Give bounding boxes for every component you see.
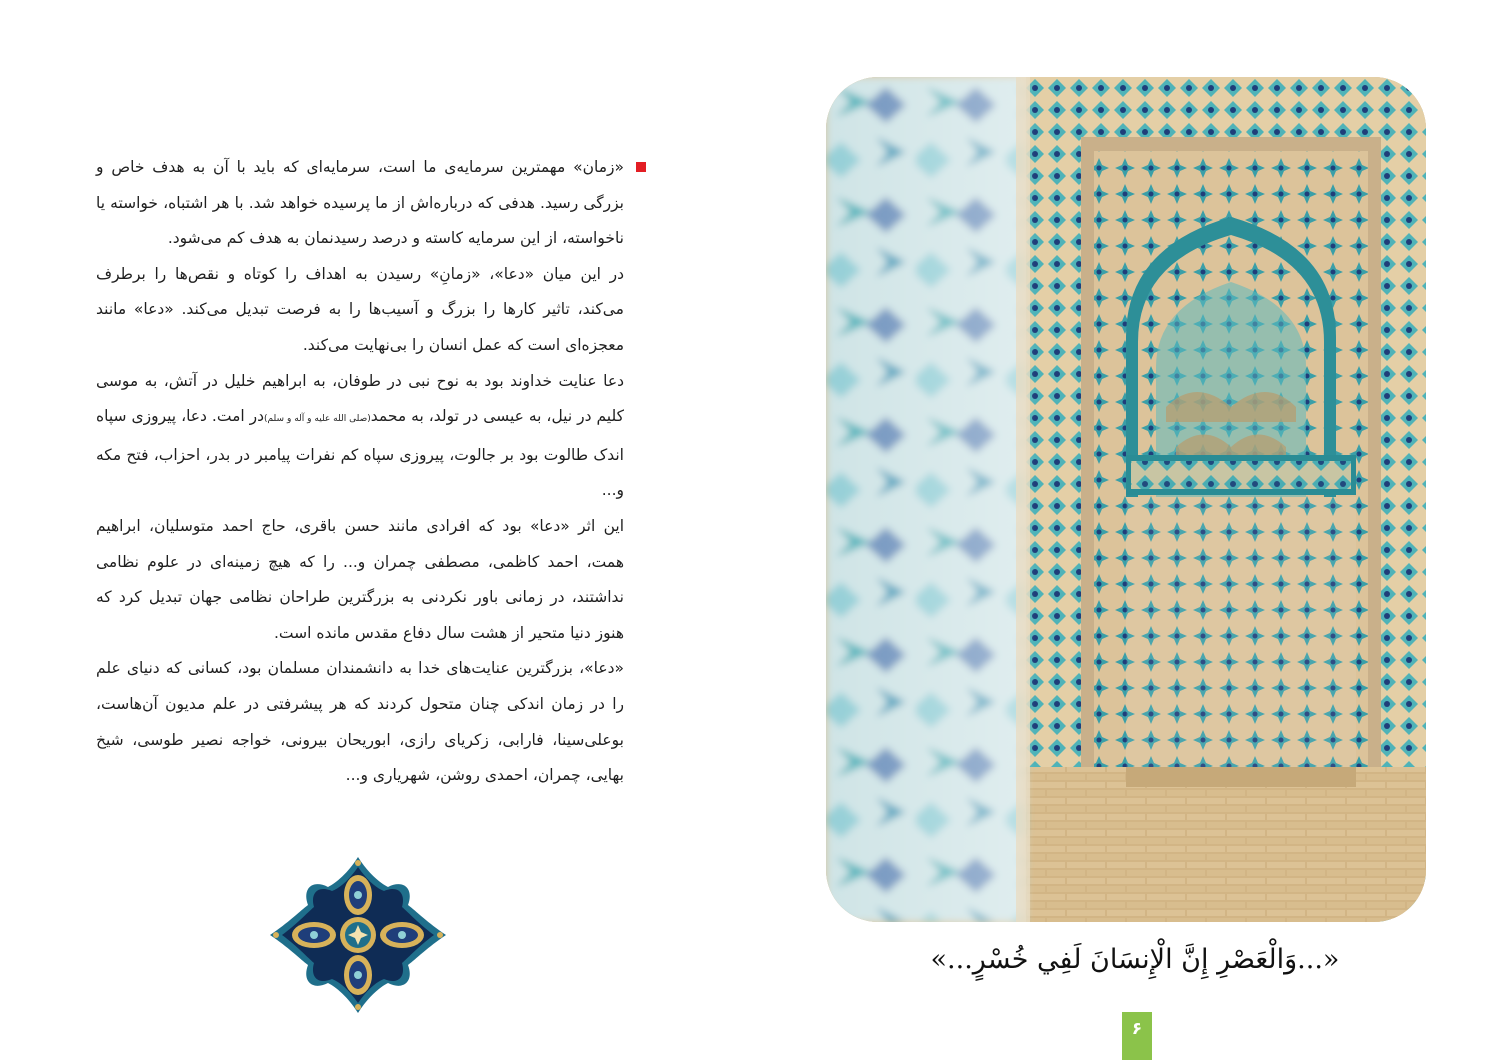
paragraph-prayer-effect: در این میان «دعا»، «زمانِ» رسیدن به اهداف را کوتاه و نقص‌ها را برطرف می‌کند، تاثیر کارها را بزرگ و آسیب‌ها را به فرصت تبدیل می‌کند. «دعا» مانند معجزه‌ای است که عمل انسان را بی‌نهایت می‌کند. xyxy=(96,264,624,354)
mosque-mihrab-photo xyxy=(826,77,1426,922)
paragraph-scientists: «دعا»، بزرگترین عنایت‌های خدا به دانشمندان مسلمان بود، کسانی که دنیای علم را در زمان اندکی چنان متحول کردند که هر پیشرفتی در علم مدیون آن‌هاست، بوعلی‌سینا، فارابی، زکریای رازی، ابوریحان بیرونی، خواجه نصیر طوسی، شیخ بهایی، چمران، احمدی روشن، شهریاری و... xyxy=(96,659,624,785)
paragraph-time-capital: «زمان» مهمترین سرمایه‌ی ما است، سرمایه‌ای که باید با آن به هدف خاص و بزرگی رسید. هدفی که درباره‌اش از ما پرسیده خواهد شد. با هر اشتباه، خواسته یا ناخواسته، از این سرمایه کاسته و درصد رسیدنمان به هدف کم می‌شود. xyxy=(96,158,624,248)
quran-verse-caption: «...وَالْعَصْرِ إِنَّ الْإِنسَانَ لَفِي خُسْرٍ...» xyxy=(930,944,1340,975)
paragraph-prophets-part1: دعا عنایت خداوند بود به نوح نبی در طوفان، به ابراهیم خلیل در آتش، به موسی کلیم در نیل، به عیسی در تولد، به محمد xyxy=(96,371,624,426)
paragraph-commanders: این اثر «دعا» بود که افرادی مانند حسن باقری، حاج احمد متوسلیان، ابراهیم همت، احمد کاظمی، مصطفی چمران و... را که هیچ زمینه‌ای در علوم نظامی نداشتند، در زمانی باور نکردنی به بزرگترین طراحان نظامی جهان تبدیل کرد که هنوز دنیا متحیر از هشت سال دفاع مقدس مانده است. xyxy=(96,516,624,642)
honorific-salawat: (صلی الله علیه و آله و سلم) xyxy=(264,414,371,425)
page-number: ۶ xyxy=(1122,1012,1152,1060)
paragraph-prophets-part2: در امت. دعا، پیروزی سپاه اندک طالوت بود بر جالوت، پیروزی سپاه کم نفرات پیامبر در بدر، احزاب، فتح مکه و... xyxy=(96,407,624,500)
red-bullet-marker xyxy=(636,162,646,172)
paragraph-prophets xyxy=(96,364,624,509)
islamic-ornament-icon xyxy=(268,855,448,1015)
body-text xyxy=(96,150,624,794)
